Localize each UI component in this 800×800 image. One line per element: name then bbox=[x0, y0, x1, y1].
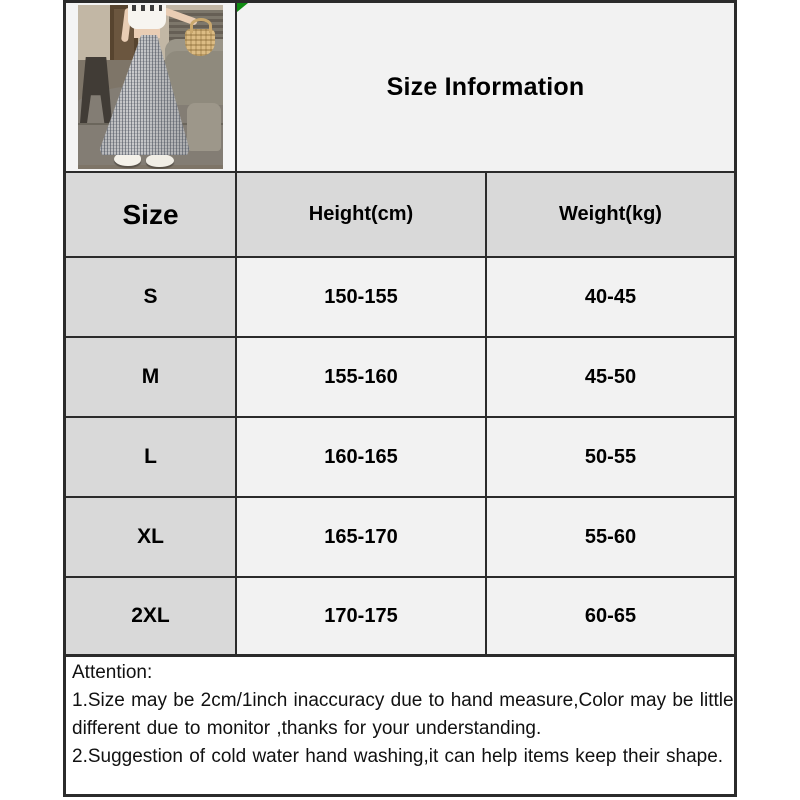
attention-heading: Attention: bbox=[72, 662, 153, 683]
attention-note-line: 1.Size may be 2cm/1inch inaccuracy due to hand measure,Color may be little bbox=[72, 690, 734, 711]
size-value: L bbox=[66, 418, 237, 498]
green-corner-flag-icon bbox=[237, 3, 248, 12]
header-row bbox=[66, 173, 734, 258]
weight-value: 45-50 bbox=[487, 338, 734, 418]
model-crop-top bbox=[128, 5, 166, 29]
table-row bbox=[66, 498, 734, 578]
size-value: XL bbox=[66, 498, 237, 578]
size-value: S bbox=[66, 258, 237, 338]
weight-value: 50-55 bbox=[487, 418, 734, 498]
product-photo-cell bbox=[66, 3, 237, 173]
table-row bbox=[66, 338, 734, 418]
height-value: 155-160 bbox=[237, 338, 487, 418]
ottoman-graphic bbox=[187, 103, 221, 151]
weight-value: 40-45 bbox=[487, 258, 734, 338]
attention-box bbox=[63, 657, 737, 797]
page-title: Size Information bbox=[386, 72, 585, 101]
top-row bbox=[66, 3, 734, 173]
product-photo bbox=[78, 5, 223, 169]
weight-value: 60-65 bbox=[487, 578, 734, 654]
height-value: 165-170 bbox=[237, 498, 487, 578]
table-row bbox=[66, 258, 734, 338]
attention-note-line: 2.Suggestion of cold water hand washing,it can help items keep their shape. bbox=[72, 746, 724, 767]
column-header-size: Size bbox=[66, 173, 237, 258]
title-cell bbox=[237, 3, 734, 173]
weight-value: 55-60 bbox=[487, 498, 734, 578]
size-value: M bbox=[66, 338, 237, 418]
size-table bbox=[63, 0, 737, 657]
attention-note-line: different due to monitor ,thanks for your understanding. bbox=[72, 718, 542, 739]
column-header-weight: Weight(kg) bbox=[487, 173, 734, 258]
height-value: 160-165 bbox=[237, 418, 487, 498]
straw-bag-graphic bbox=[185, 29, 215, 56]
model-shoe-right bbox=[146, 154, 174, 167]
height-value: 170-175 bbox=[237, 578, 487, 654]
column-header-height: Height(cm) bbox=[237, 173, 487, 258]
table-row bbox=[66, 578, 734, 654]
table-row bbox=[66, 418, 734, 498]
height-value: 150-155 bbox=[237, 258, 487, 338]
size-value: 2XL bbox=[66, 578, 237, 654]
